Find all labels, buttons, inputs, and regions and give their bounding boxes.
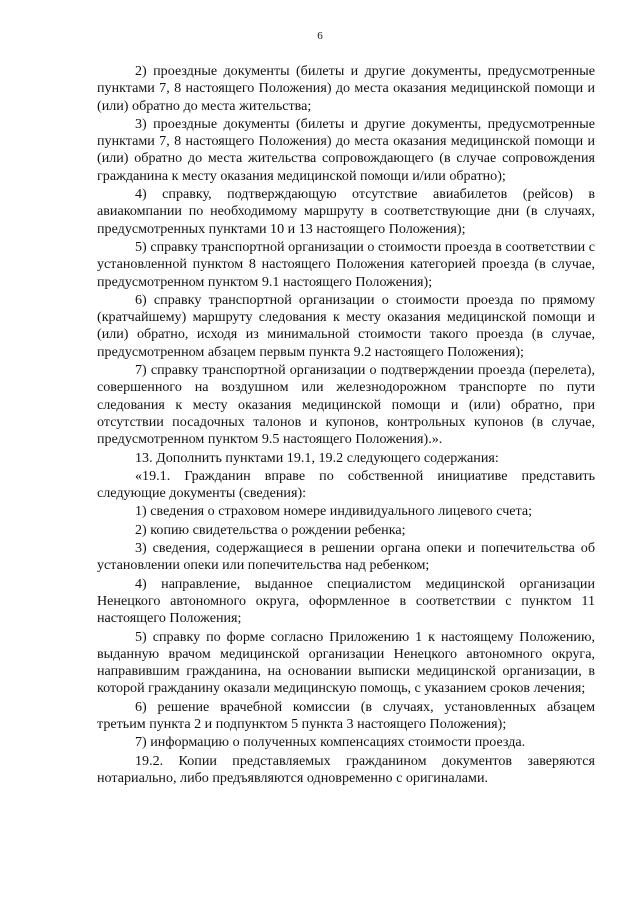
paragraph-item-7: 7) справку транспортной организации о подтверждении проезда (перелета), совершенного на воздушном или железнодорожном транспорте по пути следования к месту оказания медицинской помощи и (или) обратно, при отсутствии посадочных талонов и купонов, контрольных купонов (в случае, предусмотренном пунктом 9.5 настоящего Положения).». <box>97 362 595 448</box>
paragraph-clause-13: 13. Дополнить пунктами 19.1, 19.2 следующего содержания: <box>135 449 499 466</box>
paragraph-subitem-5: 5) справку по форме согласно Приложению 1 к настоящему Положению, выданную врачом медицинской организации Ненецкого автономного округа, направившим гражданина, на основании выписки медицинской организации, в которой гражданину оказали медицинскую помощь, с указанием сроков лечения; <box>97 628 595 697</box>
paragraph-clause-19-2: 19.2. Копии представляемых гражданином документов заверяются нотариально, либо предъявляются одновременно с оригиналами. <box>97 752 595 786</box>
paragraph-subitem-1: 1) сведения о страховом номере индивидуального лицевого счета; <box>135 503 533 520</box>
paragraph-item-3: 3) проездные документы (билеты и другие документы, предусмотренные пунктами 7, 8 настоящего Положения) до места оказания медицинской помощи и (или) обратно до места жительства сопровождающего (в случае сопровождения гражданина к месту оказания медицинской помощи и/или обратно); <box>97 115 595 184</box>
paragraph-subitem-6: 6) решение врачебной комиссии (в случаях, установленных абзацем третьим пункта 2 и подпунктом 5 пункта 3 настоящего Положения); <box>97 698 595 732</box>
paragraph-subitem-7: 7) информацию о полученных компенсациях стоимости проезда. <box>135 734 526 751</box>
paragraph-item-5: 5) справку транспортной организации о стоимости проезда в соответствии с установленной пунктом 8 настоящего Положения категорией проезда (в случае, предусмотренном пунктом 9.1 настоящего Положения); <box>97 238 595 290</box>
paragraph-item-4: 4) справку, подтверждающую отсутствие авиабилетов (рейсов) в авиакомпании по необходимому маршруту в соответствующие дни (в случаях, предусмотренных пунктами 10 и 13 настоящего Положения); <box>97 186 595 237</box>
paragraph-subitem-4: 4) направление, выданное специалистом медицинской организации Ненецкого автономного округа, оформленное в соответствии с пунктом 11 настоящего Положения; <box>97 575 595 627</box>
paragraph-item-2: 2) проездные документы (билеты и другие документы, предусмотренные пунктами 7, 8 настоящего Положения) до места оказания медицинской помощи и (или) обратно до места жительства; <box>97 63 595 114</box>
paragraph-item-6: 6) справку транспортной организации о стоимости проезда по прямому (кратчайшему) маршруту следования к месту оказания медицинской помощи и (или) обратно, исходя из минимальной стоимости такого проезда (в случае, предусмотренном абзацем первым пункта 9.2 настоящего Положения); <box>97 291 595 360</box>
paragraph-subitem-3: 3) сведения, содержащиеся в решении органа опеки и попечительства об установлении опеки или попечительства над ребенком; <box>97 540 595 574</box>
paragraph-clause-19-1: «19.1. Гражданин вправе по собственной инициативе представить следующие документы (сведения): <box>97 467 595 502</box>
page-number: 6 <box>317 30 323 42</box>
document-body <box>97 63 595 788</box>
paragraph-subitem-2: 2) копию свидетельства о рождении ребенка; <box>135 521 406 538</box>
